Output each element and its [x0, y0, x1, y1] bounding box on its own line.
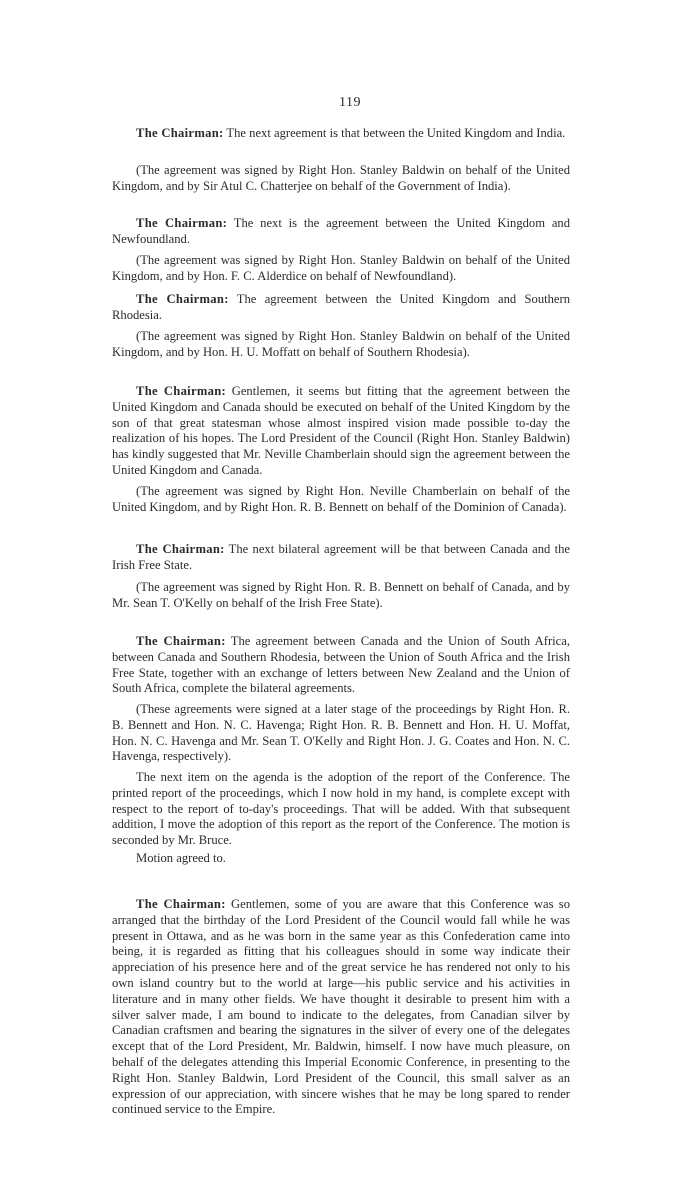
paragraph-3	[112, 216, 570, 248]
paragraph-text: The agreement between Canada and the Union of South Africa, between Canada and Southern Rhodesia, between the Union of South Africa and the Irish Free State, together with an exchange of letters between New Zealand and the Union of South Africa, complete the bilateral agreements.	[112, 634, 570, 696]
speaker-label: The Chairman:	[136, 216, 228, 230]
paragraph-12	[112, 702, 570, 765]
paragraph-8	[112, 484, 570, 516]
paragraph-7	[112, 384, 570, 479]
paragraph-text: Gentlemen, it seems but fitting that the agreement between the United Kingdom and Canada should be executed on behalf of the United Kingdom by the son of that great statesman whose almost inspired vision made possible to-day the realization of his hopes. The Lord President of the Council (Right Hon. Stanley Baldwin) has kindly suggested that Mr. Neville Chamberlain should sign the agreement between the United Kingdom and Canada.	[112, 384, 571, 477]
paragraph-6	[112, 329, 570, 361]
paragraph-9	[112, 542, 570, 574]
paragraph-1	[112, 126, 570, 142]
paragraph-text: (The agreement was signed by Right Hon. Stanley Baldwin on behalf of the United Kingdom, and by Hon. F. C. Alderdice on behalf of Newfoundland).	[112, 253, 570, 283]
paragraph-14	[112, 851, 570, 867]
paragraph-text: The next is the agreement between the United Kingdom and Newfoundland.	[112, 216, 571, 246]
paragraph-text: Motion agreed to.	[136, 851, 226, 865]
paragraph-text: (The agreement was signed by Right Hon. R. B. Bennett on behalf of Canada, and by Mr. Sean T. O'Kelly on behalf of the Irish Free State).	[112, 580, 570, 610]
paragraph-11	[112, 634, 570, 697]
paragraph-4	[112, 253, 570, 285]
paragraph-text: The next item on the agenda is the adoption of the report of the Conference. The printed report of the proceedings, which I now hold in my hand, is complete except with respect to the report of to-day's proceedings. That will be added. With that subsequent addition, I move the adoption of this report as the report of the Conference. The motion is seconded by Mr. Bruce.	[112, 770, 570, 848]
paragraph-13	[112, 770, 570, 849]
speaker-label: The Chairman:	[136, 126, 224, 140]
paragraph-text: (The agreement was signed by Right Hon. Neville Chamberlain on behalf of the United Kingdom, and by Right Hon. R. B. Bennett on behalf of the Dominion of Canada).	[112, 484, 570, 514]
speaker-label: The Chairman:	[136, 384, 227, 398]
paragraph-text: The agreement between the United Kingdom and Southern Rhodesia.	[112, 292, 570, 322]
paragraph-text: The next agreement is that between the United Kingdom and India.	[223, 126, 566, 140]
paragraph-text: (The agreement was signed by Right Hon. Stanley Baldwin on behalf of the United Kingdom, and by Hon. H. U. Moffatt on behalf of Southern Rhodesia).	[112, 329, 570, 359]
paragraph-2	[112, 163, 570, 195]
speaker-label: The Chairman:	[136, 542, 225, 556]
paragraph-15	[112, 897, 570, 1118]
paragraph-text: The next bilateral agreement will be that between Canada and the Irish Free State.	[112, 542, 571, 572]
paragraph-5	[112, 292, 570, 324]
speaker-label: The Chairman:	[136, 897, 226, 911]
speaker-label: The Chairman:	[136, 634, 226, 648]
paragraph-text: Gentlemen, some of you are aware that this Conference was so arranged that the birthday of the Lord President of the Council would fall while he was present in Ottawa, and as he was born in the same year as this Confederation came into being, it is regarded as fitting that his colleagues should in some way indicate their appreciation of his presence here and of the great service he has rendered not only to his own island country but to the world at large—his public service and his activities in literature and in many other fields. We have thought it desirable to present him with a silver salver made, I am bound to indicate to the delegates, from Canadian silver by Canadian craftsmen and bearing the signatures in the silver of every one of the delegates except that of the Lord President, Mr. Baldwin, himself. I now have much pleasure, on behalf of the delegates attending this Imperial Economic Conference, in presenting to the Right Hon. Stanley Baldwin, Lord President of the Council, this small salver as an expression of our appreciation, with sincere wishes that he may be long spared to render continued service to the Empire.	[112, 897, 570, 1117]
paragraph-text: (These agreements were signed at a later stage of the proceedings by Right Hon. R. B. Bennett and Hon. N. C. Havenga; Right Hon. R. B. Bennett and Hon. H. U. Moffat, Hon. N. C. Havenga and Mr. Sean T. O'Kelly and Right Hon. J. G. Coates and Hon. N. C. Havenga, respectively).	[112, 702, 570, 764]
page-number: 119	[339, 95, 361, 110]
paragraph-text: (The agreement was signed by Right Hon. Stanley Baldwin on behalf of the United Kingdom, and by Sir Atul C. Chatterjee on behalf of the Government of India).	[112, 163, 570, 193]
speaker-label: The Chairman:	[136, 292, 229, 306]
paragraph-10	[112, 580, 570, 612]
